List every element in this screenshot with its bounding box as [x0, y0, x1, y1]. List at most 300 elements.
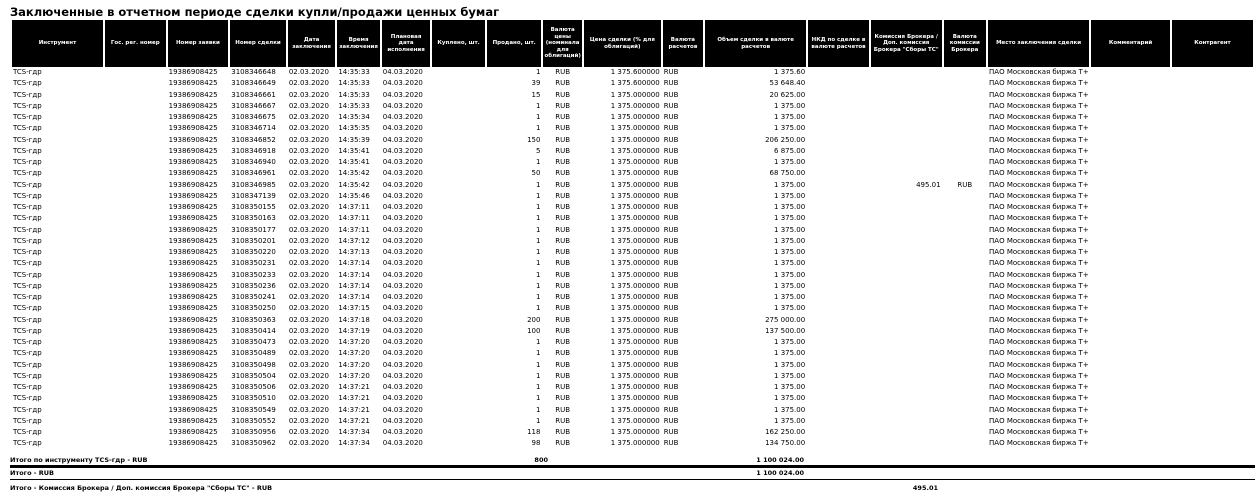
cell-instrument: TCS-гдр	[13, 270, 42, 279]
commission-divider	[10, 479, 1255, 480]
cell-price-cur: RUB	[555, 281, 571, 290]
cell-empty	[808, 247, 869, 258]
table-row	[12, 67, 1253, 78]
cell-empty	[1172, 337, 1253, 348]
cell-empty	[1091, 303, 1170, 314]
cell-empty	[432, 371, 485, 382]
cell-commission	[871, 236, 942, 247]
cell-time: 14:37:20	[338, 338, 370, 346]
cell-date: 02.03.2020	[288, 315, 329, 324]
cell-volume: 1 375.00	[774, 158, 806, 166]
cell-time: 14:35:34	[338, 113, 370, 121]
cell-order: 19386908425	[168, 101, 218, 110]
cell-commission	[871, 202, 942, 213]
cell-date: 02.03.2020	[288, 304, 329, 313]
cell-date: 02.03.2020	[288, 270, 329, 279]
cell-commission	[871, 303, 942, 314]
cell-date: 02.03.2020	[288, 338, 329, 346]
cell-volume: 1 375.00	[774, 236, 806, 245]
cell-empty	[105, 360, 166, 371]
cell-empty	[808, 135, 869, 146]
cell-empty	[808, 67, 869, 78]
cell-date: 02.03.2020	[288, 124, 329, 133]
cell-order: 19386908425	[168, 428, 218, 436]
cell-commission	[871, 360, 942, 371]
cell-empty	[105, 213, 166, 224]
cell-commission-cur	[944, 247, 986, 258]
total-divider	[10, 465, 1255, 468]
cell-empty	[1172, 303, 1253, 314]
cell-volume: 1 375.60	[774, 68, 806, 76]
cell-sold: 1	[535, 259, 541, 268]
cell-venue: ПАО Московская биржа Т+	[989, 101, 1089, 110]
cell-price: 1 375.000000	[610, 169, 660, 178]
cell-empty	[1172, 416, 1253, 427]
cell-empty	[1091, 348, 1170, 359]
cell-settle-cur: RUB	[663, 439, 679, 448]
cell-time: 14:37:14	[338, 281, 370, 290]
table-row	[12, 258, 1253, 269]
cell-settle: 04.03.2020	[382, 394, 423, 403]
table-row	[12, 348, 1253, 359]
cell-date: 02.03.2020	[288, 169, 329, 178]
cell-time: 14:35:41	[338, 146, 370, 155]
cell-venue: ПАО Московская биржа Т+	[989, 293, 1089, 301]
cell-price-cur: RUB	[555, 169, 571, 178]
cell-settle-cur: RUB	[663, 135, 679, 144]
table-row	[12, 236, 1253, 247]
cell-volume: 1 375.00	[774, 214, 806, 223]
cell-empty	[432, 135, 485, 146]
cell-empty	[808, 303, 869, 314]
cell-settle-cur: RUB	[663, 349, 679, 358]
cell-settle-cur: RUB	[663, 394, 679, 403]
cell-time: 14:35:33	[338, 90, 370, 99]
cell-volume: 20 625.00	[769, 90, 806, 99]
cell-instrument: TCS-гдр	[13, 439, 42, 448]
cell-price: 1 375.000000	[610, 439, 660, 448]
table-row	[12, 303, 1253, 314]
cell-empty	[105, 146, 166, 157]
column-header: Номер сделки	[230, 20, 286, 67]
cell-instrument: TCS-гдр	[13, 349, 42, 358]
cell-price: 1 375.000000	[610, 405, 660, 414]
cell-empty	[808, 337, 869, 348]
cell-instrument: TCS-гдр	[13, 68, 42, 76]
cell-settle: 04.03.2020	[382, 113, 423, 121]
cell-order: 19386908425	[168, 203, 218, 211]
cell-deal: 3108350498	[231, 360, 276, 369]
cell-settle: 04.03.2020	[382, 68, 423, 76]
cell-settle: 04.03.2020	[382, 349, 423, 358]
cell-empty	[1091, 416, 1170, 427]
cell-date: 02.03.2020	[288, 225, 329, 234]
cell-instrument: TCS-гдр	[13, 90, 42, 99]
cell-price-cur: RUB	[555, 360, 571, 369]
cell-venue: ПАО Московская биржа Т+	[989, 394, 1089, 403]
cell-sold: 1	[535, 338, 541, 346]
cell-price: 1 375.000000	[610, 281, 660, 290]
cell-empty	[808, 236, 869, 247]
cell-venue: ПАО Московская биржа Т+	[989, 439, 1089, 448]
cell-order: 19386908425	[168, 416, 218, 425]
cell-settle: 04.03.2020	[382, 90, 423, 99]
cell-deal: 3108350163	[231, 214, 276, 223]
cell-venue: ПАО Московская биржа Т+	[989, 158, 1089, 166]
cell-order: 19386908425	[168, 281, 218, 290]
cell-instrument: TCS-гдр	[13, 326, 42, 335]
cell-venue: ПАО Московская биржа Т+	[989, 349, 1089, 358]
cell-empty	[808, 112, 869, 123]
cell-empty	[1172, 101, 1253, 112]
cell-commission-cur	[944, 202, 986, 213]
cell-empty	[1172, 315, 1253, 326]
cell-commission-cur	[944, 258, 986, 269]
cell-empty	[105, 78, 166, 89]
cell-time: 14:37:11	[338, 225, 370, 234]
cell-volume: 1 375.00	[774, 113, 806, 121]
cell-empty	[1091, 393, 1170, 404]
table-row	[12, 123, 1253, 134]
cell-date: 02.03.2020	[288, 68, 329, 76]
cell-empty	[1091, 146, 1170, 157]
cell-settle-cur: RUB	[663, 68, 679, 76]
cell-empty	[432, 292, 485, 303]
cell-time: 14:37:34	[338, 439, 370, 448]
cell-time: 14:35:39	[338, 135, 370, 144]
cell-volume: 1 375.00	[774, 180, 806, 189]
cell-price-cur: RUB	[555, 428, 571, 436]
column-header: Комиссия Брокера / Доп. комиссия Брокера "Сборы ТС"	[871, 20, 942, 67]
cell-price-cur: RUB	[555, 236, 571, 245]
cell-empty	[105, 393, 166, 404]
cell-order: 19386908425	[168, 68, 218, 76]
cell-deal: 3108350231	[231, 259, 276, 268]
cell-price: 1 375.000000	[610, 349, 660, 358]
cell-time: 14:37:34	[338, 428, 370, 436]
cell-empty	[432, 303, 485, 314]
cell-settle-cur: RUB	[663, 203, 679, 211]
cell-commission	[871, 225, 942, 236]
cell-order: 19386908425	[168, 394, 218, 403]
cell-commission	[871, 146, 942, 157]
cell-venue: ПАО Московская биржа Т+	[989, 326, 1089, 335]
cell-empty	[1091, 360, 1170, 371]
cell-instrument: TCS-гдр	[13, 79, 42, 88]
cell-venue: ПАО Московская биржа Т+	[989, 191, 1089, 200]
cell-date: 02.03.2020	[288, 101, 329, 110]
table-row	[12, 146, 1253, 157]
cell-empty	[432, 281, 485, 292]
cell-sold: 1	[535, 405, 541, 414]
cell-date: 02.03.2020	[288, 248, 329, 256]
cell-deal: 3108350363	[231, 315, 276, 324]
cell-settle: 04.03.2020	[382, 259, 423, 268]
cell-commission-cur	[944, 213, 986, 224]
cell-time: 14:37:21	[338, 405, 370, 414]
cell-venue: ПАО Московская биржа Т+	[989, 281, 1089, 290]
cell-empty	[808, 270, 869, 281]
cell-commission	[871, 78, 942, 89]
cell-volume: 1 375.00	[774, 371, 806, 380]
cell-date: 02.03.2020	[288, 214, 329, 223]
cell-settle-cur: RUB	[663, 259, 679, 268]
cell-instrument: TCS-гдр	[13, 405, 42, 414]
cell-empty	[808, 168, 869, 179]
cell-empty	[432, 348, 485, 359]
cell-deal: 3108350510	[231, 394, 276, 403]
cell-venue: ПАО Московская биржа Т+	[989, 169, 1089, 178]
cell-empty	[1091, 67, 1170, 78]
cell-empty	[1091, 101, 1170, 112]
cell-instrument: TCS-гдр	[13, 338, 42, 346]
cell-empty	[808, 326, 869, 337]
cell-sold: 1	[535, 191, 541, 200]
cell-empty	[432, 101, 485, 112]
cell-empty	[432, 236, 485, 247]
cell-volume: 1 375.00	[774, 225, 806, 234]
cell-empty	[1172, 360, 1253, 371]
cell-empty	[1091, 123, 1170, 134]
cell-empty	[808, 348, 869, 359]
cell-instrument: TCS-гдр	[13, 191, 42, 200]
cell-instrument: TCS-гдр	[13, 146, 42, 155]
cell-instrument: TCS-гдр	[13, 180, 42, 189]
cell-empty	[105, 202, 166, 213]
cell-venue: ПАО Московская биржа Т+	[989, 360, 1089, 369]
cell-empty	[1172, 393, 1253, 404]
cell-deal: 3108346918	[231, 146, 276, 155]
cell-instrument: TCS-гдр	[13, 101, 42, 110]
cell-empty	[1172, 123, 1253, 134]
cell-empty	[432, 326, 485, 337]
cell-settle-cur: RUB	[663, 371, 679, 380]
cell-empty	[105, 247, 166, 258]
cell-instrument: TCS-гдр	[13, 371, 42, 380]
cell-commission	[871, 247, 942, 258]
cell-sold: 1	[535, 236, 541, 245]
cell-settle: 04.03.2020	[382, 169, 423, 178]
cell-empty	[105, 191, 166, 202]
cell-price-cur: RUB	[555, 259, 571, 268]
cell-commission	[871, 135, 942, 146]
cell-order: 19386908425	[168, 214, 218, 223]
cell-date: 02.03.2020	[288, 90, 329, 99]
cell-empty	[1172, 157, 1253, 168]
cell-commission-cur	[944, 315, 986, 326]
cell-time: 14:37:14	[338, 293, 370, 301]
cell-date: 02.03.2020	[288, 383, 329, 391]
cell-volume: 1 375.00	[774, 124, 806, 133]
cell-empty	[432, 337, 485, 348]
cell-order: 19386908425	[168, 248, 218, 256]
cell-empty	[808, 281, 869, 292]
cell-price: 1 375.000000	[610, 90, 660, 99]
cell-settle-cur: RUB	[663, 169, 679, 178]
cell-commission	[871, 191, 942, 202]
cell-order: 19386908425	[168, 124, 218, 133]
cell-volume: 1 375.00	[774, 338, 806, 346]
cell-commission-cur	[944, 360, 986, 371]
cell-empty	[1172, 112, 1253, 123]
cell-empty	[1091, 326, 1170, 337]
cell-sold: 98	[531, 439, 541, 448]
cell-price: 1 375.000000	[610, 225, 660, 234]
cell-sold: 1	[535, 158, 541, 166]
cell-empty	[105, 225, 166, 236]
cell-commission	[871, 315, 942, 326]
cell-date: 02.03.2020	[288, 349, 329, 358]
cell-price-cur: RUB	[555, 405, 571, 414]
cell-price-cur: RUB	[555, 135, 571, 144]
cell-volume: 137 500.00	[765, 326, 806, 335]
cell-settle-cur: RUB	[663, 304, 679, 313]
cell-deal: 3108346714	[231, 124, 276, 133]
cell-empty	[105, 135, 166, 146]
cell-volume: 1 375.00	[774, 360, 806, 369]
cell-price: 1 375.000000	[610, 394, 660, 403]
cell-empty	[105, 270, 166, 281]
cell-venue: ПАО Московская биржа Т+	[989, 146, 1089, 155]
cell-settle: 04.03.2020	[382, 124, 423, 133]
cell-venue: ПАО Московская биржа Т+	[989, 259, 1089, 268]
cell-sold: 1	[535, 124, 541, 133]
cell-price-cur: RUB	[555, 214, 571, 223]
cell-settle-cur: RUB	[663, 180, 679, 189]
cell-date: 02.03.2020	[288, 360, 329, 369]
table-row	[12, 168, 1253, 179]
cell-empty	[1172, 78, 1253, 89]
cell-sold: 1	[535, 304, 541, 313]
cell-settle-cur: RUB	[663, 113, 679, 121]
cell-settle: 04.03.2020	[382, 135, 423, 144]
cell-sold: 39	[531, 79, 541, 88]
cell-empty	[105, 292, 166, 303]
cell-empty	[105, 348, 166, 359]
deals-table-body	[12, 67, 1253, 450]
cell-price: 1 375.000000	[610, 191, 660, 200]
cell-commission-cur	[944, 236, 986, 247]
cell-empty	[1091, 135, 1170, 146]
cell-commission-cur	[944, 123, 986, 134]
cell-venue: ПАО Московская биржа Т+	[989, 180, 1089, 189]
cell-commission-cur	[944, 438, 986, 449]
cell-volume: 1 375.00	[774, 293, 806, 301]
cell-commission-cur	[944, 405, 986, 416]
cell-deal: 3108346667	[231, 101, 276, 110]
cell-empty	[808, 258, 869, 269]
cell-settle-cur: RUB	[663, 405, 679, 414]
cell-empty	[1172, 438, 1253, 449]
cell-empty	[1091, 281, 1170, 292]
cell-venue: ПАО Московская биржа Т+	[989, 428, 1089, 436]
cell-sold: 1	[535, 349, 541, 358]
cell-settle: 04.03.2020	[382, 326, 423, 335]
cell-commission	[871, 258, 942, 269]
cell-date: 02.03.2020	[288, 293, 329, 301]
cell-empty	[1172, 270, 1253, 281]
cell-price-cur: RUB	[555, 191, 571, 200]
column-header: Гос. рег. номер	[105, 20, 166, 67]
cell-price: 1 375.000000	[610, 146, 660, 155]
cell-instrument: TCS-гдр	[13, 203, 42, 211]
cell-venue: ПАО Московская биржа Т+	[989, 135, 1089, 144]
column-header: Валюта расчетов	[663, 20, 703, 67]
cell-empty	[105, 101, 166, 112]
cell-volume: 1 375.00	[774, 349, 806, 358]
cell-time: 14:37:20	[338, 360, 370, 369]
cell-empty	[1172, 292, 1253, 303]
cell-volume: 134 750.00	[765, 439, 806, 448]
cell-settle: 04.03.2020	[382, 203, 423, 211]
cell-time: 14:37:20	[338, 349, 370, 358]
cell-price-cur: RUB	[555, 124, 571, 133]
cell-commission-cur	[944, 281, 986, 292]
grand-total-volume: 1 100 024.00	[756, 469, 804, 477]
table-row	[12, 135, 1253, 146]
cell-instrument: TCS-гдр	[13, 113, 42, 121]
table-row	[12, 281, 1253, 292]
cell-sold: 118	[527, 428, 541, 436]
cell-deal: 3108350962	[231, 439, 276, 448]
cell-order: 19386908425	[168, 225, 218, 234]
table-row	[12, 180, 1253, 191]
cell-empty	[1172, 247, 1253, 258]
column-header: Дата заключения	[288, 20, 336, 67]
cell-time: 14:37:13	[338, 248, 370, 256]
cell-venue: ПАО Московская биржа Т+	[989, 416, 1089, 425]
cell-date: 02.03.2020	[288, 394, 329, 403]
table-row	[12, 101, 1253, 112]
cell-date: 02.03.2020	[288, 281, 329, 290]
cell-venue: ПАО Московская биржа Т+	[989, 315, 1089, 324]
column-header: НКД по сделке в валюте расчетов	[808, 20, 869, 67]
cell-commission	[871, 416, 942, 427]
cell-empty	[1091, 112, 1170, 123]
cell-empty	[105, 315, 166, 326]
cell-commission	[871, 168, 942, 179]
cell-commission	[871, 123, 942, 134]
cell-price-cur: RUB	[555, 315, 571, 324]
cell-instrument: TCS-гдр	[13, 428, 42, 436]
cell-commission	[871, 270, 942, 281]
cell-date: 02.03.2020	[288, 259, 329, 268]
cell-commission-cur: RUB	[957, 180, 973, 189]
cell-empty	[1091, 438, 1170, 449]
cell-time: 14:37:14	[338, 270, 370, 279]
cell-empty	[808, 213, 869, 224]
cell-time: 14:35:35	[338, 124, 370, 133]
cell-date: 02.03.2020	[288, 416, 329, 425]
cell-date: 02.03.2020	[288, 326, 329, 335]
cell-sold: 1	[535, 113, 541, 121]
cell-empty	[1091, 315, 1170, 326]
cell-price-cur: RUB	[555, 326, 571, 335]
cell-settle: 04.03.2020	[382, 439, 423, 448]
cell-price: 1 375.000000	[610, 360, 660, 369]
cell-empty	[1172, 135, 1253, 146]
cell-sold: 1	[535, 180, 541, 189]
cell-commission	[871, 101, 942, 112]
table-row	[12, 90, 1253, 101]
cell-order: 19386908425	[168, 146, 218, 155]
grand-total-label: Итого - RUB	[10, 469, 54, 477]
cell-settle: 04.03.2020	[382, 383, 423, 391]
cell-empty	[1172, 146, 1253, 157]
cell-venue: ПАО Московская биржа Т+	[989, 405, 1089, 414]
cell-sold: 200	[527, 315, 541, 324]
cell-settle: 04.03.2020	[382, 360, 423, 369]
